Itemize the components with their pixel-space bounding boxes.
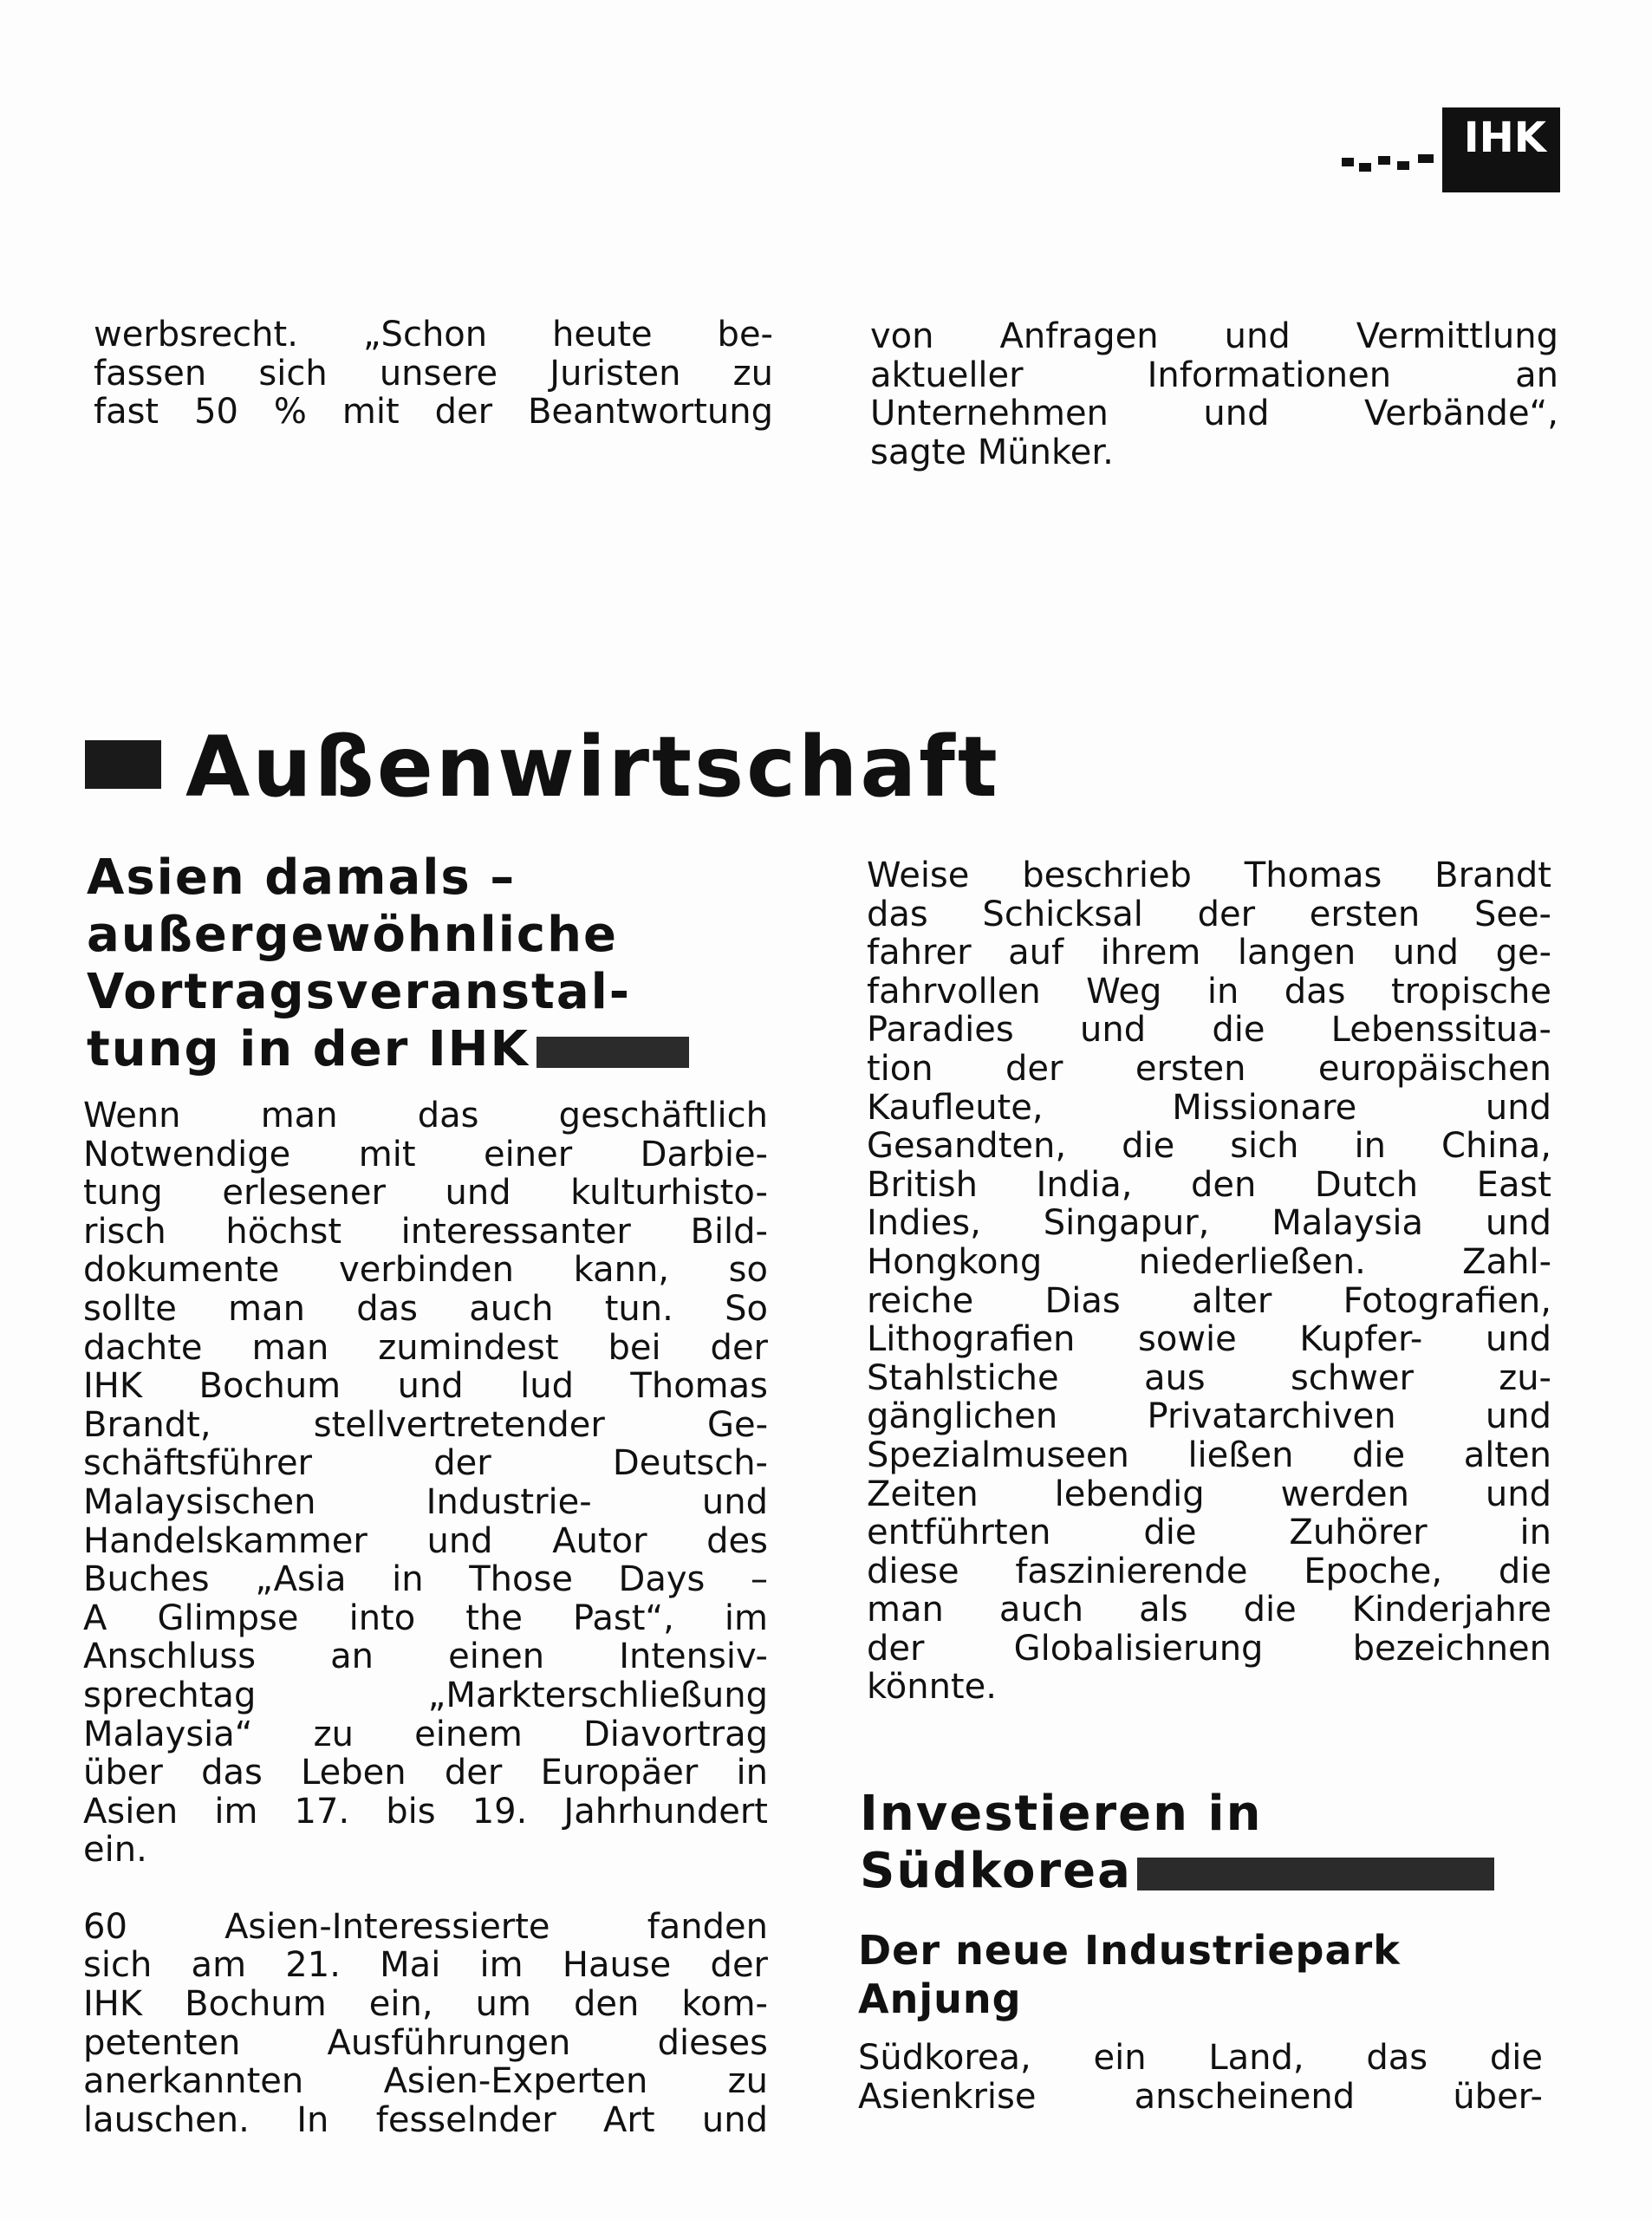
- text-line: Malaysia“ zu einem Diavortrag: [83, 1714, 768, 1754]
- text-line: sprechtag „Markterschließung: [83, 1675, 768, 1715]
- text-line: fassen sich unsere Juristen zu: [94, 353, 773, 394]
- top-left-column: [94, 316, 773, 432]
- article-body-column-1: [83, 1096, 768, 2139]
- article2-subheadline: [858, 1926, 1551, 2023]
- text-line: Indies, Singapur, Malaysia und: [867, 1203, 1551, 1244]
- text-line: risch höchst interessanter Bild-: [83, 1211, 768, 1252]
- text-line: fast 50 % mit der Beantwortung: [94, 392, 773, 433]
- text-line: schäftsführer der Deutsch-: [83, 1443, 768, 1484]
- article-body-column-2: [867, 856, 1551, 1707]
- text-line: aktueller Informationen an: [870, 355, 1558, 395]
- headline-line: Investieren in: [860, 1786, 1263, 1842]
- text-line: British India, den Dutch East: [867, 1164, 1551, 1205]
- headline-line: tung in der IHK: [87, 1021, 530, 1077]
- text-line: Malaysischen Industrie- und: [83, 1481, 768, 1522]
- article2-headline: [860, 1786, 1553, 1900]
- text-line: dokumente verbinden kann, so: [83, 1250, 768, 1291]
- text-line: Kaufleute, Missionare und: [867, 1087, 1551, 1128]
- text-line: der Globalisierung bezeichnen: [867, 1628, 1551, 1669]
- text-line: entführten die Zuhörer in: [867, 1513, 1551, 1553]
- text-line: ein.: [83, 1830, 147, 1871]
- text-line: Paradies und die Lebenssitua-: [867, 1010, 1551, 1051]
- text-line: IHK Bochum und lud Thomas: [83, 1366, 768, 1407]
- text-line: IHK Bochum ein, um den kom-: [83, 1984, 768, 2025]
- text-line: Hongkong niederließen. Zahl-: [867, 1241, 1551, 1282]
- text-line: Gesandten, die sich in China,: [867, 1126, 1551, 1167]
- text-line: reiche Dias alter Fotografien,: [867, 1280, 1551, 1321]
- text-line: dachte man zumindest bei der: [83, 1327, 768, 1368]
- text-line: Asienkrise anscheinend über-: [858, 2076, 1543, 2117]
- text-line: über das Leben der Europäer in: [83, 1753, 768, 1793]
- text-line: könnte.: [867, 1667, 997, 1708]
- text-line: A Glimpse into the Past“, im: [83, 1598, 768, 1638]
- text-line: gänglichen Privatarchiven und: [867, 1396, 1551, 1437]
- text-line: lauschen. In fesselnder Art und: [83, 2099, 768, 2140]
- text-line: Handelskammer und Autor des: [83, 1520, 768, 1561]
- text-line: Buches „Asia in Those Days –: [83, 1559, 768, 1600]
- text-line: sollte man das auch tun. So: [83, 1288, 768, 1329]
- text-line: 60 Asien-Interessierte fanden: [83, 1906, 768, 1947]
- text-line: Asien im 17. bis 19. Jahrhundert: [83, 1791, 768, 1832]
- ihk-logo-text: IHK: [1442, 107, 1560, 192]
- subheadline-line: Anjung: [858, 1975, 1022, 2022]
- text-line: von Anfragen und Vermittlung: [870, 316, 1558, 356]
- text-line: das Schicksal der ersten See-: [867, 894, 1551, 934]
- section-marker-square: [85, 740, 161, 789]
- section-title-text: Außenwirtschaft: [185, 719, 1000, 816]
- headline-end-bar: [537, 1037, 689, 1068]
- section-title: [85, 719, 1177, 815]
- text-line: Zeiten lebendig werden und: [867, 1474, 1551, 1514]
- headline-line: Asien damals –: [87, 849, 517, 906]
- text-line: sagte Münker.: [870, 432, 1114, 472]
- text-line: fahrvollen Weg in das tropische: [867, 971, 1551, 1012]
- text-line: Brandt, stellvertretender Ge-: [83, 1404, 768, 1445]
- text-line: Wenn man das geschäftlich: [83, 1096, 768, 1136]
- top-right-column: [870, 317, 1558, 472]
- ihk-logo: [1342, 107, 1560, 192]
- article2-body: [858, 2039, 1543, 2116]
- text-line: Spezialmuseen ließen die alten: [867, 1435, 1551, 1475]
- headline-end-bar: [1137, 1858, 1494, 1890]
- subheadline-line: Der neue Industriepark: [858, 1927, 1401, 1974]
- headline-line: außergewöhnliche: [87, 907, 618, 963]
- text-line: sich am 21. Mai im Hause der: [83, 1945, 768, 1986]
- text-line: tion der ersten europäischen: [867, 1048, 1551, 1089]
- text-line: man auch als die Kinderjahre: [867, 1590, 1551, 1630]
- text-line: anerkannten Asien-Experten zu: [83, 2061, 768, 2102]
- headline-line: Südkorea: [860, 1843, 1132, 1899]
- text-line: Unternehmen und Verbände“,: [870, 394, 1558, 434]
- text-line: Stahlstiche aus schwer zu-: [867, 1357, 1551, 1398]
- text-line: Lithografien sowie Kupfer- und: [867, 1319, 1551, 1360]
- text-line: diese faszinierende Epoche, die: [867, 1551, 1551, 1591]
- text-line: Notwendige mit einer Darbie-: [83, 1134, 768, 1175]
- headline-line: Vortragsveranstal-: [87, 964, 632, 1020]
- text-line: Südkorea, ein Land, das die: [858, 2038, 1543, 2078]
- text-line: petenten Ausführungen dieses: [83, 2022, 768, 2063]
- text-line: fahrer auf ihrem langen und ge-: [867, 933, 1551, 973]
- article-headline: [87, 849, 780, 1078]
- text-line: tung erlesener und kulturhisto-: [83, 1173, 768, 1214]
- text-line: Anschluss an einen Intensiv-: [83, 1637, 768, 1677]
- text-line: werbsrecht. „Schon heute be-: [94, 315, 773, 355]
- text-line: Weise beschrieb Thomas Brandt: [867, 856, 1551, 895]
